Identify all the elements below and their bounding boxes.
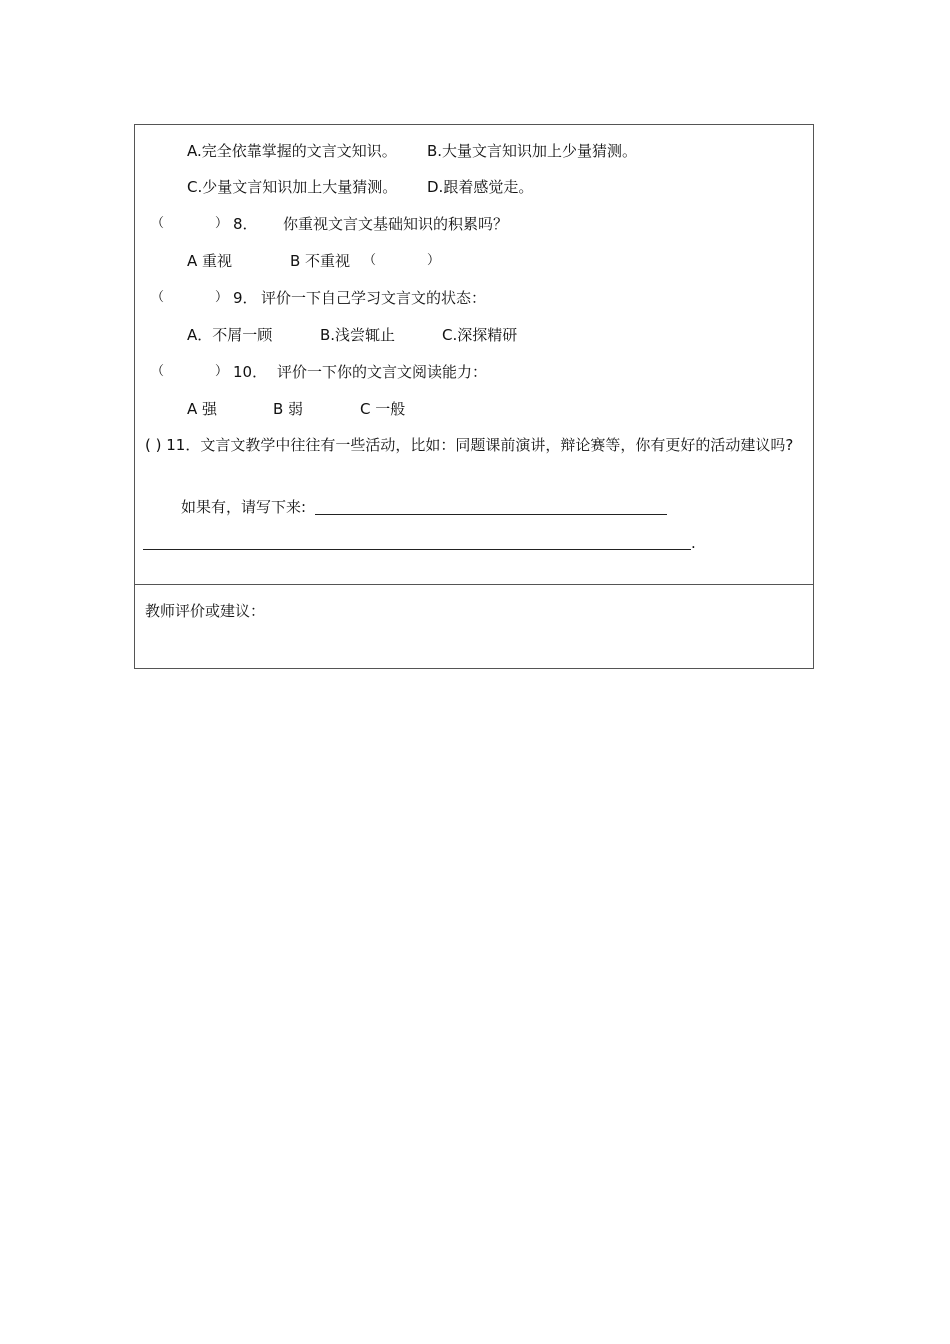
q10-option-c[interactable]: C 一般 xyxy=(360,400,406,418)
q8-option-b-close: ） xyxy=(427,253,441,268)
q8-answer-close[interactable]: ） xyxy=(215,216,229,231)
q10-answer-close[interactable]: ） xyxy=(215,364,229,379)
section-divider xyxy=(135,584,813,585)
q11-prompt: 如果有，请写下来: xyxy=(181,498,307,516)
q7-option-b[interactable]: B.大量文言知识加上少量猜测。 xyxy=(427,142,638,160)
teacher-comment-label: 教师评价或建议： xyxy=(145,602,266,620)
survey-table xyxy=(134,124,814,669)
q10-answer-open[interactable]: （ xyxy=(151,364,165,379)
q11-answer-line-1[interactable] xyxy=(315,514,667,515)
q10-text: 评价一下你的文言文阅读能力： xyxy=(277,363,488,381)
q9-answer-open[interactable]: （ xyxy=(151,290,165,305)
q8-answer-open[interactable]: （ xyxy=(151,216,165,231)
q11-answer-line-2[interactable] xyxy=(143,549,691,550)
q9-number: 9． xyxy=(233,289,258,307)
q8-number: 8． xyxy=(233,215,258,233)
q7-option-c[interactable]: C.少量文言知识加上大量猜测。 xyxy=(187,178,398,196)
q9-option-b[interactable]: B.浅尝辄止 xyxy=(320,326,396,344)
q8-text: 你重视文言文基础知识的积累吗？ xyxy=(283,215,509,233)
teacher-comment-area[interactable] xyxy=(145,625,795,661)
q9-option-c[interactable]: C.深探精研 xyxy=(442,326,518,344)
q9-answer-close[interactable]: ） xyxy=(215,290,229,305)
q7-option-a[interactable]: A.完全依靠掌握的文言文知识。 xyxy=(187,142,397,160)
q10-option-b[interactable]: B 弱 xyxy=(273,400,304,418)
q10-option-a[interactable]: A 强 xyxy=(187,400,218,418)
q7-option-d[interactable]: D.跟着感觉走。 xyxy=(427,178,534,196)
q8-option-a[interactable]: A 重视 xyxy=(187,252,233,270)
q11-end-mark: . xyxy=(691,534,696,552)
q9-option-a[interactable]: A．不屑一顾 xyxy=(187,326,273,344)
q8-option-b-open: （ xyxy=(363,253,377,268)
q9-text: 评价一下自己学习文言文的状态： xyxy=(261,289,487,307)
q10-number: 10． xyxy=(233,363,268,381)
q8-option-b[interactable]: B 不重视 xyxy=(290,252,351,270)
q11-question: ( ) 11．文言文教学中往往有一些活动，比如：同题课前演讲，辩论赛等，你有更好的活动建议吗? xyxy=(145,436,794,454)
